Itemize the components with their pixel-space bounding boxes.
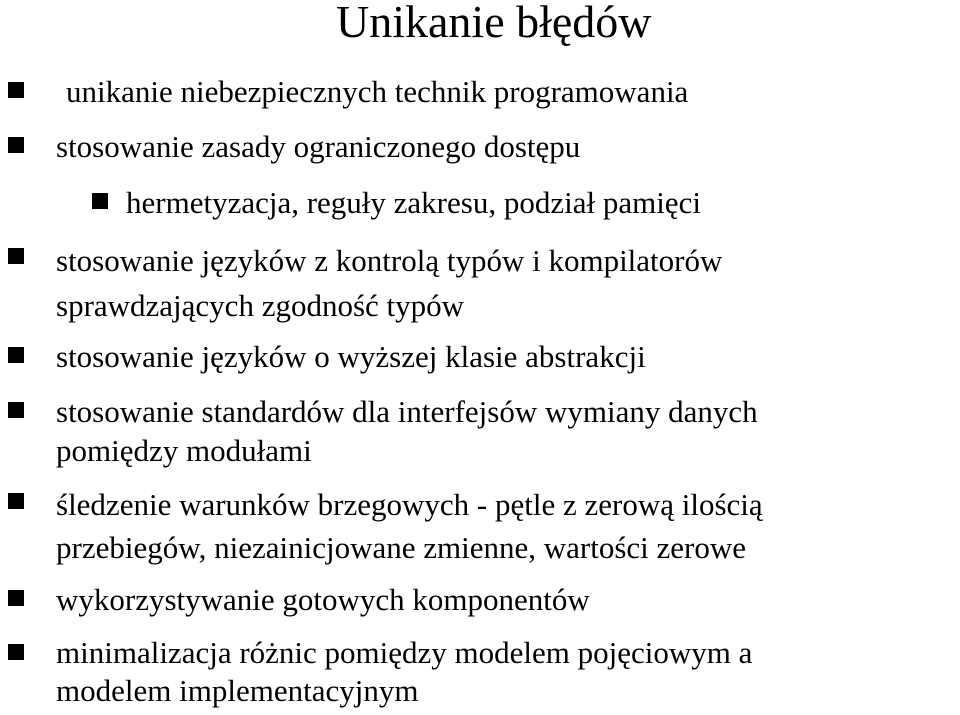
square-bullet-icon: [8, 248, 24, 264]
square-bullet-icon: [8, 82, 24, 98]
bullet-text-line: stosowanie standardów dla interfejsów wymiany danych: [56, 394, 758, 429]
square-bullet-icon: [8, 402, 24, 418]
bullet-text-line: hermetyzacja, reguły zakresu, podział pamięci: [126, 185, 701, 220]
bullet-text-line: stosowanie języków o wyższej klasie abstrakcji: [56, 339, 646, 374]
bullet-text-line: minimalizacja różnic pomiędzy modelem pojęciowym a: [56, 635, 753, 670]
bullet-text-line: stosowanie zasady ograniczonego dostępu: [56, 129, 581, 164]
square-bullet-icon: [8, 347, 24, 363]
bullet-text-line: pomiędzy modułami: [56, 433, 312, 468]
square-bullet-icon: [8, 590, 24, 606]
slide-title: Unikanie błędów: [336, 0, 652, 47]
bullet-text-line: sprawdzających zgodność typów: [56, 288, 465, 323]
bullet-text-line: wykorzystywanie gotowych komponentów: [56, 582, 590, 617]
square-bullet-icon: [8, 493, 24, 509]
square-bullet-icon: [92, 193, 108, 209]
bullet-text-line: śledzenie warunków brzegowych - pętle z zerową ilością: [56, 487, 763, 522]
square-bullet-icon: [8, 137, 24, 153]
square-bullet-icon: [8, 644, 24, 660]
bullet-text-line: modelem implementacyjnym: [56, 673, 419, 708]
bullet-text-line: unikanie niebezpiecznych technik programowania: [66, 74, 689, 109]
bullet-text-line: przebiegów, niezainicjowane zmienne, wartości zerowe: [56, 530, 746, 565]
bullet-text-line: stosowanie języków z kontrolą typów i kompilatorów: [56, 243, 723, 278]
